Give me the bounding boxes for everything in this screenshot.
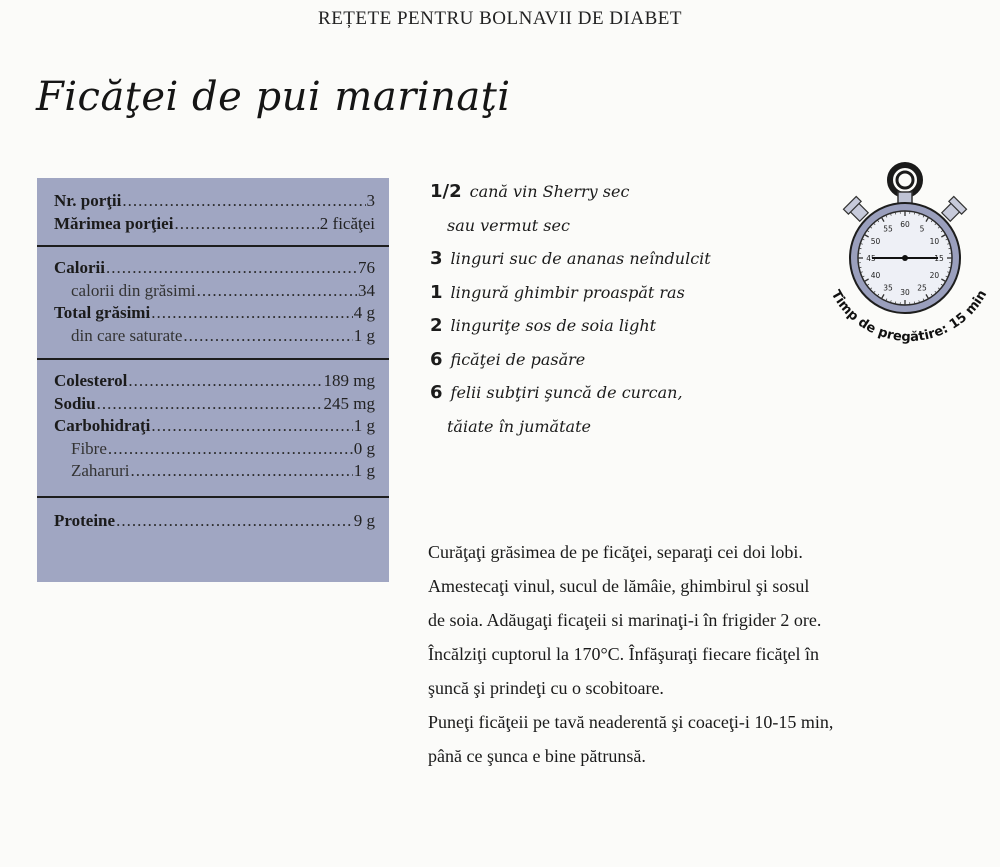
nutrition-label: Nr. porţii <box>54 191 122 210</box>
dial-number: 10 <box>929 237 940 246</box>
nutrition-label: Carbohidraţi <box>54 416 151 435</box>
nutrition-row <box>54 510 375 533</box>
nutrition-label: Proteine <box>54 510 116 530</box>
dial-number: 60 <box>900 220 910 229</box>
ingredient-text: sau vermut sec <box>447 215 570 235</box>
dial-number: 20 <box>929 271 940 280</box>
nutrition-value: 189 mg <box>323 371 375 390</box>
ingredient-item <box>430 309 711 343</box>
nutrition-row <box>54 438 375 461</box>
dial-number: 25 <box>917 283 927 293</box>
nutrition-row <box>54 302 375 325</box>
nutrition-row <box>54 415 375 438</box>
nutrition-value: 9 g <box>353 510 375 530</box>
nutrition-row <box>54 393 375 416</box>
nutrition-row <box>54 325 375 348</box>
dot-leader <box>183 325 352 348</box>
nutrition-label: Mărimea porţiei <box>54 213 174 233</box>
dot-leader <box>106 257 357 280</box>
ingredient-item <box>430 242 711 276</box>
nutrition-row <box>54 370 375 393</box>
nutrition-row <box>54 280 375 303</box>
direction-line: Curăţaţi grăsimea de pe ficăţei, separaţi cei doi lobi. <box>428 542 803 562</box>
ingredient-quantity: 1/2 <box>430 181 462 202</box>
nutrition-label: din care saturate <box>71 325 183 345</box>
nutrition-value: 1 g <box>353 325 375 345</box>
prep-time-label: Timp de pregătire: 15 min <box>827 287 991 346</box>
nutrition-facts-box <box>37 178 389 582</box>
dot-leader <box>197 280 357 303</box>
nutrition-value: 4 g <box>353 303 375 322</box>
dot-leader <box>97 393 323 416</box>
ingredient-text: ficăţei de pasăre <box>450 349 586 369</box>
ingredient-item <box>430 209 711 243</box>
ingredient-quantity: 6 <box>430 382 443 403</box>
nutrition-label: Total grăsimi <box>54 303 151 322</box>
nutrition-row <box>54 190 375 213</box>
nutrition-label: Fibre <box>71 438 107 458</box>
ingredient-text: tăiate în jumătate <box>447 416 591 436</box>
nutrition-value: 3 <box>366 191 375 210</box>
dot-leader <box>151 415 352 438</box>
dot-leader <box>122 190 365 213</box>
recipe-title: Ficăţei de pui marinaţi <box>36 74 511 120</box>
nutrition-label: Calorii <box>54 258 105 277</box>
nutrition-value: 2 ficăţei <box>319 213 375 233</box>
nutrition-value: 76 <box>358 258 375 277</box>
dot-leader <box>174 213 318 236</box>
dial-number: 55 <box>883 224 893 234</box>
directions-text <box>428 535 833 773</box>
nutrition-value: 1 g <box>353 461 375 480</box>
ingredient-quantity: 2 <box>430 315 443 336</box>
direction-line: de soia. Adăugaţi ficaţeii si marinaţi-i în frigider 2 ore. <box>428 610 822 630</box>
dot-leader <box>116 510 353 533</box>
dial-number: 45 <box>866 254 876 263</box>
ingredient-item <box>430 175 711 209</box>
ingredient-quantity: 1 <box>430 281 443 303</box>
direction-line: Amestecaţi vinul, sucul de lămâie, ghimbirul şi sosul <box>428 576 810 596</box>
dial-number: 40 <box>870 271 881 280</box>
dot-leader <box>108 438 353 461</box>
ingredient-text: linguri suc de ananas neîndulcit <box>450 249 711 268</box>
dial-number: 30 <box>900 288 910 297</box>
ingredient-item <box>430 410 711 444</box>
ingredient-item <box>430 276 711 310</box>
nutrition-row <box>54 257 375 280</box>
ingredient-text: linguriţe sos de soia light <box>450 316 657 335</box>
nutrition-value: 245 mg <box>323 393 375 413</box>
dot-leader <box>128 370 322 393</box>
nutrition-separator <box>37 245 389 247</box>
nutrition-row <box>54 213 375 236</box>
nutrition-value: 34 <box>358 280 375 300</box>
ingredient-item <box>430 343 711 377</box>
direction-line: Încălziţi cuptorul la 170°C. Înfăşuraţi fiecare ficăţel în <box>428 644 820 664</box>
page-header: REȚETE PENTRU BOLNAVII DE DIABET <box>318 8 682 29</box>
dial-number: 50 <box>870 237 881 246</box>
direction-line: Puneţi ficăţeii pe tavă neaderentă şi coaceţi-i 10-15 min, <box>428 712 834 732</box>
nutrition-label: calorii din grăsimi <box>71 280 196 300</box>
ingredient-quantity: 3 <box>430 248 443 269</box>
nutrition-separator <box>37 358 389 360</box>
dot-leader <box>131 460 353 483</box>
stopwatch-icon <box>812 150 1000 350</box>
ingredient-quantity: 6 <box>430 348 443 370</box>
nutrition-label: Zaharuri <box>71 461 130 480</box>
dot-leader <box>151 302 353 325</box>
dial-number: 35 <box>883 283 893 293</box>
dial-number: 15 <box>934 254 944 263</box>
direction-line: până ce şunca e bine pătrunsă. <box>428 746 646 766</box>
nutrition-label: Sodiu <box>54 393 96 413</box>
nutrition-value: 1 g <box>353 416 375 435</box>
ingredients-list <box>430 175 711 443</box>
direction-line: şuncă şi prindeţi cu o scobitoare. <box>428 678 664 698</box>
ingredient-text: cană vin Sherry sec <box>469 182 630 201</box>
nutrition-row <box>54 460 375 483</box>
dial-number: 5 <box>919 224 925 234</box>
ingredient-text: lingură ghimbir proaspăt ras <box>450 282 685 302</box>
ingredient-text: felii subţiri şuncă de curcan, <box>450 383 683 402</box>
nutrition-label: Colesterol <box>54 371 128 390</box>
nutrition-separator <box>37 496 389 498</box>
nutrition-value: 0 g <box>353 438 375 458</box>
ingredient-item <box>430 376 711 410</box>
